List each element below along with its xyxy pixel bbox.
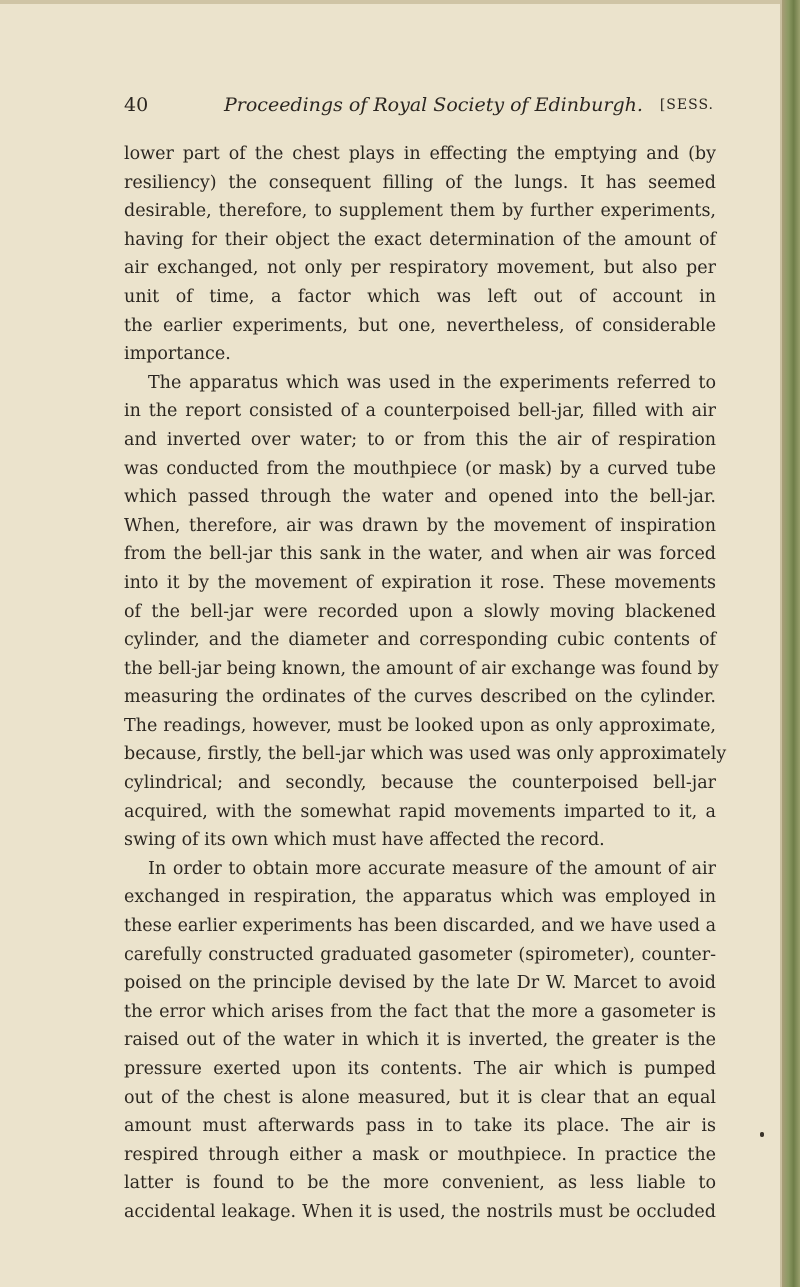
text-line: which passed through the water and opened into the bell-jar. — [124, 487, 716, 508]
text-line: having for their object the exact determination of the amount of — [124, 229, 716, 250]
text-line: unit of time, a factor which was left out of account in — [124, 286, 716, 307]
text-line: lower part of the chest plays in effecting the emptying and (by — [124, 144, 716, 164]
ink-speck — [760, 1132, 764, 1137]
page-number: 40 — [124, 94, 149, 116]
text-line: raised out of the water in which it is inverted, the greater is the — [124, 1030, 716, 1051]
page-header — [124, 94, 714, 124]
text-line: into it by the movement of expiration it rose. These movements — [124, 572, 716, 593]
text-line: In order to obtain more accurate measure of the amount of air — [148, 858, 716, 879]
text-line: of the bell-jar were recorded upon a slowly moving blackened — [124, 601, 716, 622]
text-line: importance. — [124, 344, 231, 365]
text-line: measuring the ordinates of the curves described on the cylinder. — [124, 687, 716, 708]
text-line: cylinder, and the diameter and corresponding cubic contents of — [124, 630, 716, 651]
text-line: amount must afterwards pass in to take its place. The air is — [124, 1116, 716, 1137]
text-line: from the bell-jar this sank in the water, and when air was forced — [124, 544, 716, 565]
text-line: respired through either a mask or mouthpiece. In practice the — [124, 1144, 716, 1165]
text-line: The readings, however, must be looked upon as only approximate, — [124, 715, 716, 736]
text-line: air exchanged, not only per respiratory movement, but also per — [124, 258, 716, 279]
text-line: the earlier experiments, but one, nevertheless, of considerable — [124, 315, 716, 336]
text-line: latter is found to be the more convenient, as less liable to — [124, 1173, 716, 1194]
text-line: When, therefore, air was drawn by the movement of inspiration — [124, 515, 716, 536]
text-line: and inverted over water; to or from this the air of respiration — [124, 429, 716, 450]
text-line: exchanged in respiration, the apparatus which was employed in — [124, 887, 716, 908]
text-line: desirable, therefore, to supplement them by further experiments, — [124, 201, 716, 222]
text-line: out of the chest is alone measured, but it is clear that an equal — [124, 1087, 716, 1108]
text-line: the error which arises from the fact that the more a gasometer is — [124, 1001, 716, 1022]
paragraph — [124, 140, 716, 369]
text-line: resiliency) the consequent filling of the lungs. It has seemed — [124, 172, 716, 193]
text-line: the bell-jar being known, the amount of air exchange was found by — [124, 658, 719, 679]
page-edge — [782, 0, 800, 1287]
text-line: swing of its own which must have affected the record. — [124, 830, 605, 851]
text-line: accidental leakage. When it is used, the nostrils must be occluded — [124, 1201, 716, 1222]
text-line: poised on the principle devised by the late Dr W. Marcet to avoid — [124, 973, 716, 994]
page-top-edge — [0, 0, 782, 4]
paragraph — [124, 855, 716, 1227]
text-line: these earlier experiments has been discarded, and we have used a — [124, 916, 716, 937]
section-mark: [SESS. — [659, 97, 714, 113]
text-line: carefully constructed graduated gasometer (spirometer), counter- — [124, 944, 716, 965]
text-line: The apparatus which was used in the experiments referred to — [148, 372, 716, 393]
text-line: in the report consisted of a counterpoised bell-jar, filled with air — [124, 401, 716, 422]
paragraph — [124, 369, 727, 855]
text-line: because, firstly, the bell-jar which was used was only approximately — [124, 744, 727, 765]
running-head: Proceedings of Royal Society of Edinburgh. — [224, 94, 643, 116]
body-text — [124, 140, 727, 1227]
text-line: acquired, with the somewhat rapid movements imparted to it, a — [124, 801, 716, 822]
text-line: was conducted from the mouthpiece (or mask) by a curved tube — [124, 458, 716, 479]
text-line: pressure exerted upon its contents. The air which is pumped — [124, 1059, 716, 1079]
text-line: cylindrical; and secondly, because the counterpoised bell-jar — [124, 773, 716, 794]
